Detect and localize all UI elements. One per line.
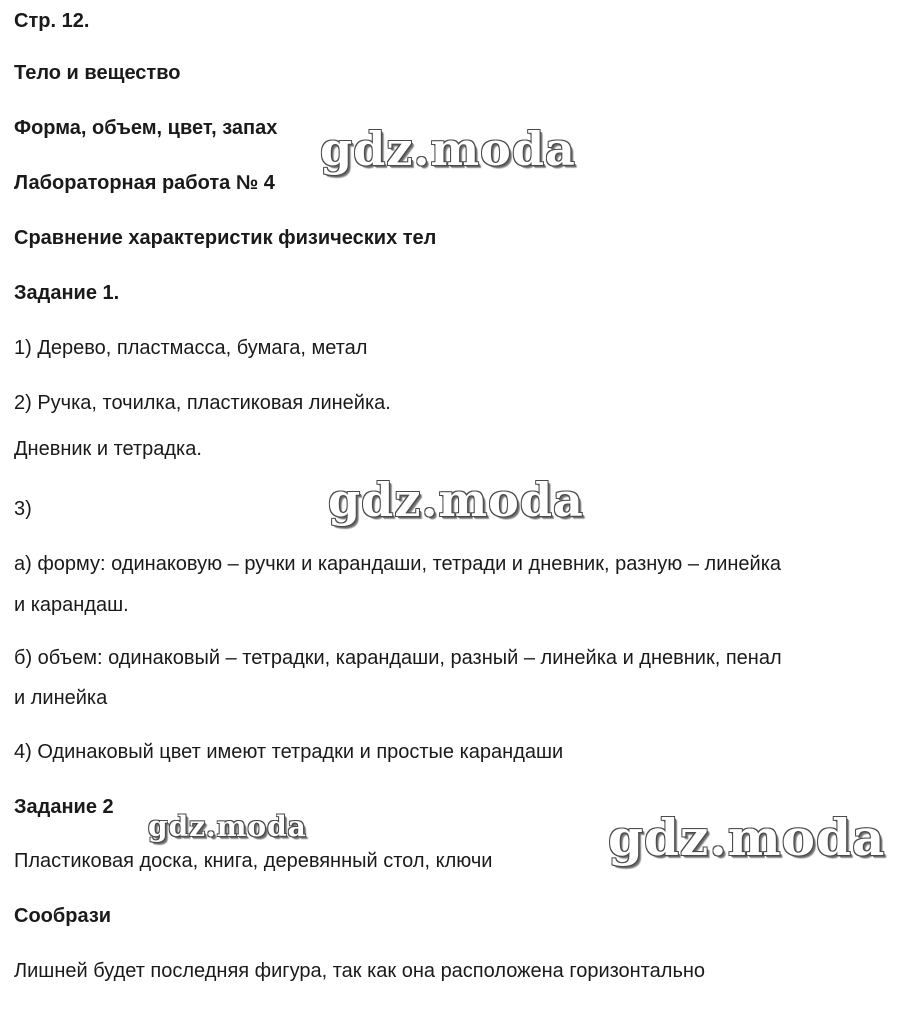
lab-subtitle: Сравнение характеристик физических тел	[14, 227, 437, 249]
task1-item2: 2) Ручка, точилка, пластиковая линейка.	[14, 392, 391, 414]
task2-answer: Пластиковая доска, книга, деревянный стол, ключи	[14, 850, 493, 872]
task1-item3: 3)	[14, 498, 32, 520]
task1-item4: 4) Одинаковый цвет имеют тетрадки и простые карандаши	[14, 741, 564, 763]
task1-item3a-line1: а) форму: одинаковую – ручки и карандаши, тетради и дневник, разную – линейка	[14, 553, 782, 575]
task1-item2-cont: Дневник и тетрадка.	[14, 438, 202, 460]
watermark: gdz.moda	[320, 122, 576, 176]
page-ref: Стр. 12.	[14, 10, 90, 32]
topic-heading: Тело и вещество	[14, 62, 181, 84]
task1-item3b-line1: б) объем: одинаковый – тетрадки, карандаши, разный – линейка и дневник, пенал	[14, 647, 782, 669]
lab-title: Лабораторная работа № 4	[14, 172, 275, 194]
task1-heading: Задание 1.	[14, 282, 120, 304]
watermark: gdz.moda	[608, 808, 886, 867]
think-answer: Лишней будет последняя фигура, так как она расположена горизонтально	[14, 960, 706, 982]
task1-item3b-line2: и линейка	[14, 687, 108, 709]
watermark: gdz.moda	[328, 473, 584, 527]
watermark: gdz.moda	[148, 810, 307, 843]
subtopic-heading: Форма, объем, цвет, запах	[14, 117, 278, 139]
task1-item1: 1) Дерево, пластмасса, бумага, метал	[14, 337, 368, 359]
task1-item3a-line2: и карандаш.	[14, 594, 129, 616]
task2-heading: Задание 2	[14, 796, 114, 818]
think-heading: Сообрази	[14, 905, 112, 927]
